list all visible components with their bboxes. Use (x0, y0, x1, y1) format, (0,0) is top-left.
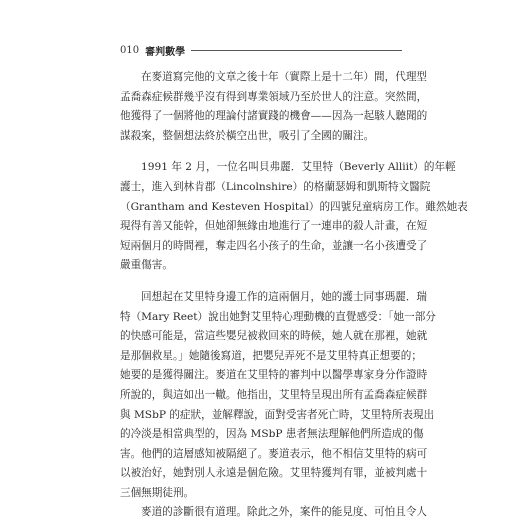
text-line: 孟喬森症候群幾乎沒有得到專業領域乃至於世人的注意。突然間， (120, 90, 428, 103)
text-line: 害。他們的這層感知被隔絕了。麥道表示，他不相信艾里特的病可 (120, 447, 428, 460)
paragraph-2 (120, 158, 468, 276)
paragraph-3 (120, 288, 436, 504)
body-text (120, 68, 468, 523)
text-line: 回想起在艾里特身邊工作的這兩個月，她的護士同事瑪麗．瑞 (141, 290, 428, 303)
header-rule (191, 50, 402, 51)
text-line: 在麥道寫完他的文章之後十年（實際上是十二年）間，代理型 (141, 71, 428, 83)
text-line: 他獲得了一個將他的理論付諸實踐的機會——因為一起駭人聽聞的 (120, 110, 428, 123)
text-line: 嚴重傷害。 (120, 259, 173, 272)
text-line: 謀殺案，整個想法終於橫空出世，吸引了全國的關注。 (120, 129, 375, 142)
text-line: 是那個救星。」她隨後寫道，把嬰兒弄死不是艾里特真正想要的； (120, 349, 422, 362)
text-line: 她要的是獲得關注。麥道在艾里特的審判中以醫學專家身分作證時 (120, 369, 428, 382)
text-line: 特（Mary Reet）說出她對艾里特心理動機的直覺感受：「她一部分 (120, 310, 436, 323)
text-line: 護士，進入到林肯郡（Lincolnshire）的格蘭瑟姆和凱斯特文醫院 (120, 180, 431, 193)
text-line: 的快感可能是，當這些嬰兒被救回來的時候，她人就在那裡，她就 (120, 330, 428, 343)
text-line: 所說的，與這如出一轍。他指出，艾里特呈現出所有孟喬森症候群 (120, 388, 428, 401)
paragraph-4 (120, 503, 428, 523)
page-number: 010 (120, 44, 140, 56)
text-line: 現得有善又能幹，但她卻無緣由地進行了一連串的殺人計畫，在短 (120, 220, 428, 233)
text-line: 1991 年 2 月，一位名叫貝弗麗．艾里特（Beverly Alliit）的年輕 (141, 161, 456, 174)
text-line: 與 MSbP 的症狀，並解釋說，面對受害者死亡時，艾里特所表現出 (120, 408, 435, 421)
running-header (120, 43, 402, 57)
running-title: 審判數學 (145, 46, 186, 58)
text-line: 的冷淡是相當典型的，因為 MSbP 患者無法理解他們所造成的傷 (120, 428, 424, 441)
text-line: 以被治好，她對別人永遠是個危險。艾里特獲判有罪，並被判處十 (120, 467, 428, 480)
text-line: 麥道的診斷很有道理。除此之外，案件的能見度、可怕且令人 (141, 506, 428, 519)
text-line: 三個無期徒刑。 (120, 486, 195, 499)
paragraph-1 (120, 68, 428, 146)
text-line: 短兩個月的時間裡，奪走四名小孩子的生命，並讓一名小孩遭受了 (120, 239, 428, 252)
text-line: （Grantham and Kesteven Hospital）的四號兒童病房工作。雖然她表 (120, 200, 468, 213)
